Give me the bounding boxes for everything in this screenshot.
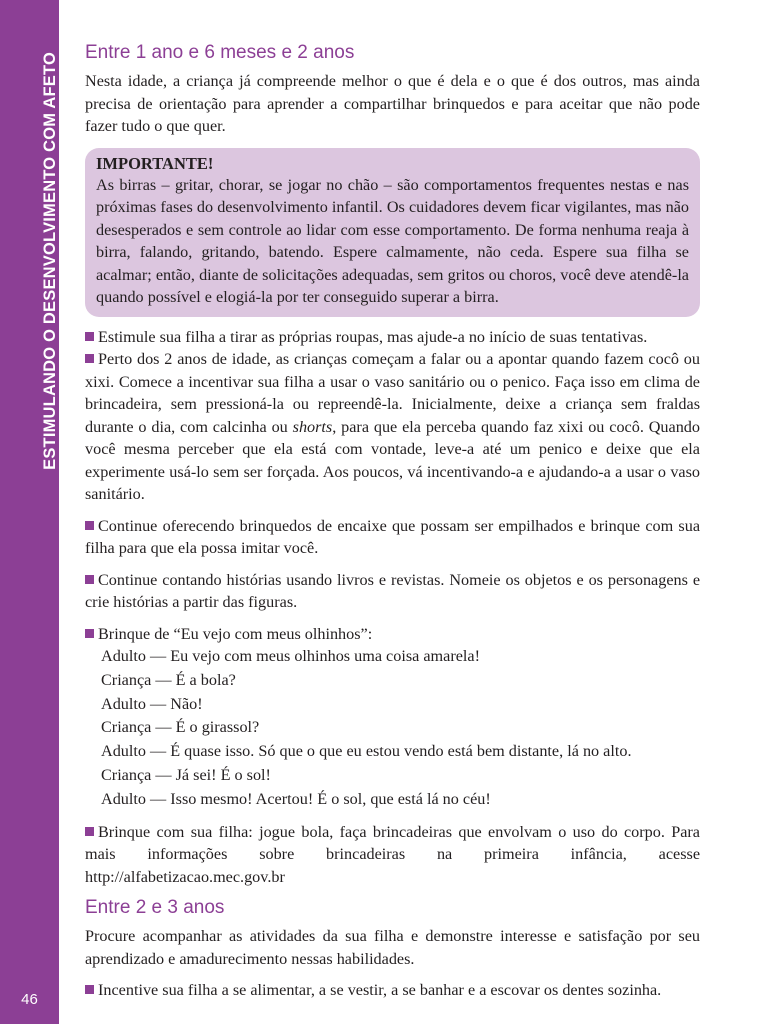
intro-paragraph: Nesta idade, a criança já compreende melhor o que é dela e o que é dos outros, mas ainda precisa de orientação para aprender a compartilhar brinquedos e para aceitar que não pode fazer tudo o que quer. <box>85 72 700 135</box>
bullet-square-icon <box>85 827 94 836</box>
list-item: Estimule sua filha a tirar as próprias roupas, mas ajude-a no início de suas tentativas. <box>85 326 700 349</box>
list-item: Incentive sua filha a se alimentar, a se vestir, a se banhar e a escovar os dentes sozinha. <box>85 979 700 1002</box>
dialogue-line: Adulto — Eu vejo com meus olhinhos uma coisa amarela! <box>101 647 480 665</box>
bullet-square-icon <box>85 332 94 341</box>
bullet-square-icon <box>85 629 94 638</box>
bullet-square-icon <box>85 521 94 530</box>
bullet-square-icon <box>85 354 94 363</box>
sidebar <box>0 0 59 1024</box>
important-box <box>85 148 700 317</box>
section-heading: Entre 1 ano e 6 meses e 2 anos <box>85 42 355 63</box>
list-item: Brinque de “Eu vejo com meus olhinhos”: <box>85 623 700 646</box>
list-item: Brinque com sua filha: jogue bola, faça brincadeiras que envolvam o uso do corpo. Para mais informações sobre brincadeiras na primeira infância, acesse http://alfabetizacao.mec.gov.br <box>85 822 700 886</box>
section-heading: Entre 2 e 3 anos <box>85 897 225 919</box>
dialogue-line: Criança — É a bola? <box>101 670 236 689</box>
dialogue-line: Adulto — Isso mesmo! Acertou! É o sol, que está lá no céu! <box>101 789 491 808</box>
important-text: As birras – gritar, chorar, se jogar no chão – são comportamentos frequentes nestas e nas próximas fases do desenvolvimento infantil. Os cuidadores devem ficar vigilantes, mas não desesperados e sem controle ao lidar com esse comportamento. De forma nenhuma reaja à birra, falando, gritando, batendo. Espere calmamente, não ceda. Espere sua filha se acalmar; então, diante de solicitações adequadas, sem gritos ou choros, você deve atendê-la quando possível e elogiá-la por ter conseguido superar a birra. <box>96 175 689 306</box>
dialogue-line: Adulto — Não! <box>101 694 203 713</box>
list-item: Perto dos 2 anos de idade, as crianças começam a falar ou a apontar quando fazem cocô ou xixi. Comece a incentivar sua filha a usar o vaso sanitário ou o penico. Faça isso em clima de brincadeira, sem pressioná-la ou repreendê-la. Inicialmente, deixe a criança sem fraldas durante o dia, com calcinha ou shorts, para que ela perceba quando faz xixi ou cocô. Quando você mesma perceber que ela está com vontade, leve-a até um penico e deixe que ela experimente usá-lo sem ser forçada. Aos poucos, vá incentivando-a e ajudando-a a usar o vaso sanitário. <box>85 350 700 503</box>
page-content <box>85 40 700 1002</box>
dialogue-line: Criança — Já sei! É o sol! <box>101 765 271 784</box>
intro-paragraph: Procure acompanhar as atividades da sua filha e demonstre interesse e satisfação por seu aprendizado e amadurecimento nessas habilidades. <box>85 927 700 968</box>
bullet-square-icon <box>85 985 94 994</box>
list-item: Continue contando histórias usando livros e revistas. Nomeie os objetos e os personagens e crie histórias a partir das figuras. <box>85 570 700 611</box>
chapter-title: ESTIMULANDO O DESENVOLVIMENTO COM AFETO <box>41 52 59 470</box>
dialogue-line: Criança — É o girassol? <box>101 718 260 737</box>
list-item: Continue oferecendo brinquedos de encaixe que possam ser empilhados e brinque com sua filha para que ela possa imitar você. <box>85 516 700 557</box>
dialogue-line: Adulto — É quase isso. Só que o que eu estou vendo está bem distante, lá no alto. <box>101 742 632 761</box>
bullet-square-icon <box>85 575 94 584</box>
page-number: 46 <box>21 991 38 1008</box>
dialogue <box>85 645 700 812</box>
important-title: IMPORTANTE! <box>96 153 214 173</box>
